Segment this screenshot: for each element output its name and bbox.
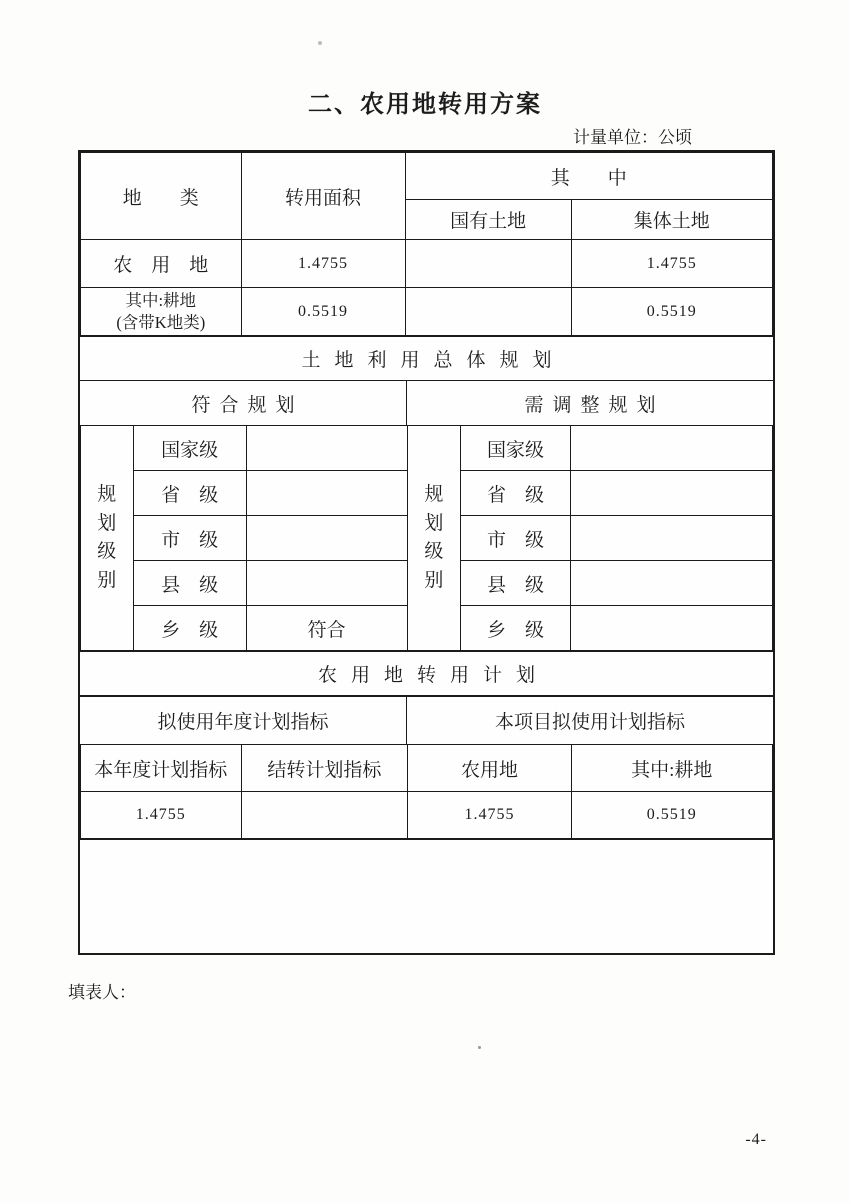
header-state-owned-cell: 国有土地 <box>405 200 571 240</box>
table-row <box>81 745 773 792</box>
agri-land-quota-value-cell: 1.4755 <box>408 792 571 839</box>
overall-plan-section-title: 土地利用总体规划 <box>301 350 566 371</box>
annual-quota-header-label: 拟使用年度计划指标 <box>157 712 329 733</box>
header-collective-cell: 集体土地 <box>571 200 772 240</box>
comply-level-axis-cell <box>81 426 134 651</box>
comply-level-township-label: 乡 级 <box>133 606 246 651</box>
adjust-plan-header-label: 需调整规划 <box>524 394 665 416</box>
comply-plan-header-label: 符合规划 <box>191 394 304 416</box>
adjust-level-county-value <box>570 561 772 606</box>
cultivated-land-label-line1: 其中:耕地 <box>125 291 197 311</box>
table-row <box>81 288 773 336</box>
page-number: -4- <box>745 1131 767 1148</box>
comply-plan-header <box>80 381 407 425</box>
planning-level-section <box>80 425 773 651</box>
scan-speck <box>478 1046 481 1049</box>
project-quota-header-label: 本项目拟使用计划指标 <box>495 712 686 733</box>
agricultural-land-label-cell: 农 用 地 <box>81 240 242 288</box>
carryover-quota-value-cell <box>241 792 408 839</box>
adjust-level-province-label: 省 级 <box>461 471 571 516</box>
comply-level-province-value <box>246 471 407 516</box>
header-among-which-cell: 其 中 <box>405 153 772 200</box>
cultivated-quota-header-cell: 其中:耕地 <box>571 745 772 792</box>
conversion-plan-header-row <box>80 696 773 744</box>
unit-note: 计量单位：公顷 <box>573 128 692 147</box>
comply-level-axis-label: 规划级别 <box>97 484 117 591</box>
adjust-level-national-value <box>570 426 772 471</box>
land-class-section <box>80 152 773 336</box>
comply-level-national-value <box>246 426 407 471</box>
agri-land-quota-header-cell: 农用地 <box>408 745 571 792</box>
overall-plan-section-title-row <box>80 336 773 381</box>
header-conversion-area-cell: 转用面积 <box>241 153 405 240</box>
table-row <box>81 240 773 288</box>
comply-level-province-label: 省 级 <box>133 471 246 516</box>
header-land-class-cell: 地 类 <box>81 153 242 240</box>
adjust-level-province-value <box>570 471 772 516</box>
agricultural-land-collective-cell: 1.4755 <box>571 240 772 288</box>
cultivated-quota-value-cell: 0.5519 <box>571 792 772 839</box>
project-quota-header <box>407 697 773 744</box>
conversion-plan-section-title: 农用地转用计划 <box>317 665 549 686</box>
cultivated-land-label-line2: (含带K地类) <box>116 312 206 332</box>
comply-level-national-label: 国家级 <box>133 426 246 471</box>
table-row <box>81 153 773 200</box>
cultivated-land-area-cell: 0.5519 <box>241 288 405 336</box>
adjust-level-city-value <box>570 516 772 561</box>
conversion-plan-section-title-row <box>80 651 773 696</box>
adjust-level-township-value <box>570 606 772 651</box>
cultivated-land-collective-cell: 0.5519 <box>571 288 772 336</box>
form-filler-label: 填表人： <box>68 983 136 1002</box>
table-row <box>81 426 773 471</box>
comply-level-county-label: 县 级 <box>133 561 246 606</box>
comply-level-city-label: 市 级 <box>133 516 246 561</box>
adjust-level-city-label: 市 级 <box>461 516 571 561</box>
adjust-plan-header <box>407 381 773 425</box>
land-conversion-table <box>78 150 775 955</box>
adjust-level-axis-label: 规划级别 <box>424 484 444 591</box>
adjust-level-axis-cell <box>407 426 461 651</box>
cultivated-land-label-cell <box>81 288 242 336</box>
plan-compliance-header-row <box>80 381 773 425</box>
adjust-level-national-label: 国家级 <box>461 426 571 471</box>
current-year-quota-header-cell: 本年度计划指标 <box>81 745 242 792</box>
conversion-plan-section <box>80 744 773 839</box>
cultivated-land-state-cell <box>405 288 571 336</box>
page-title: 二、农用地转用方案 <box>308 91 542 118</box>
remarks-empty-cell <box>80 839 773 960</box>
table-row <box>81 792 773 839</box>
carryover-quota-header-cell: 结转计划指标 <box>241 745 408 792</box>
adjust-level-county-label: 县 级 <box>461 561 571 606</box>
agricultural-land-state-cell <box>405 240 571 288</box>
comply-level-city-value <box>246 516 407 561</box>
comply-level-county-value <box>246 561 407 606</box>
current-year-quota-value-cell: 1.4755 <box>81 792 242 839</box>
annual-quota-header <box>80 697 407 744</box>
comply-level-township-value: 符合 <box>246 606 407 651</box>
agricultural-land-area-cell: 1.4755 <box>241 240 405 288</box>
scan-speck <box>318 41 322 45</box>
adjust-level-township-label: 乡 级 <box>461 606 571 651</box>
